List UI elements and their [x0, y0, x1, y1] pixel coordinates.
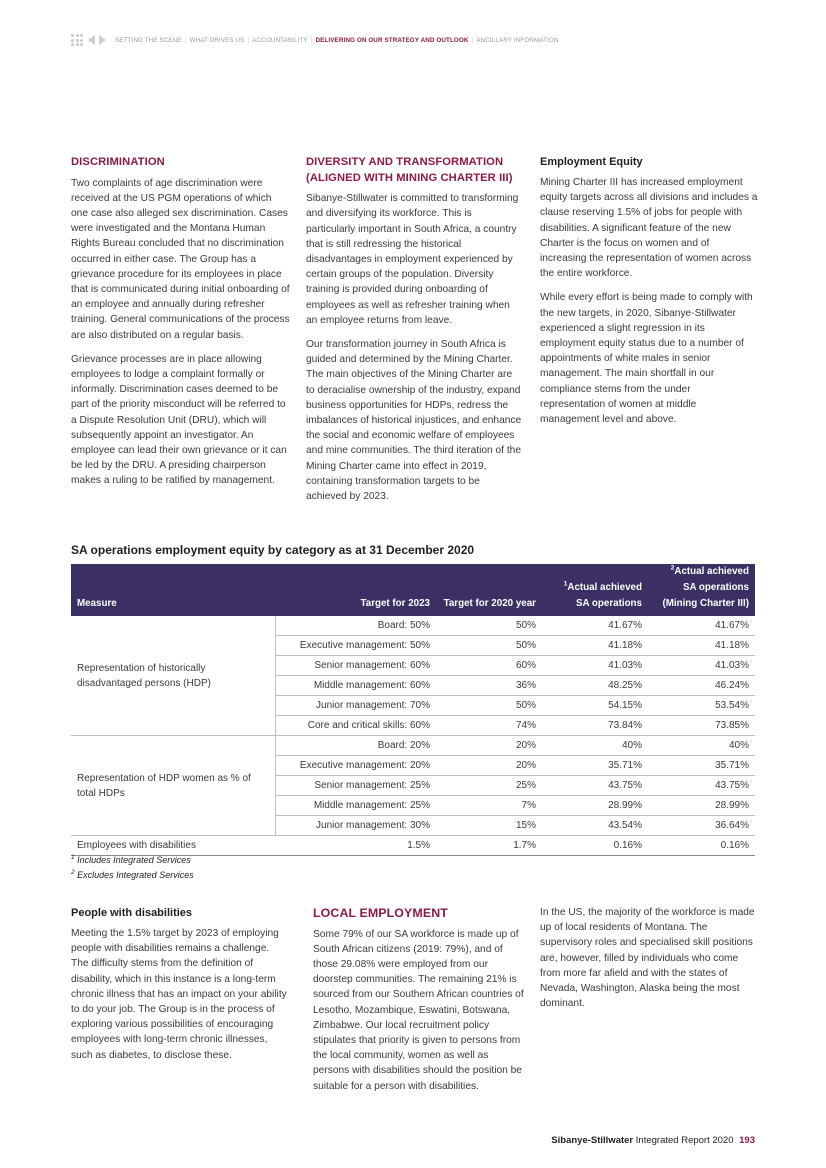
employment-equity-paragraph-2: While every effort is being made to comply with the new targets, in 2020, Sibanye-Stillwater experienced a slight regression in its employment equity status due to a number of appointments of white males in senior management. The main shortfall in our compliance stems from the under representation of women at middle management level and above.: [540, 292, 753, 426]
diversity-heading: DIVERSITY AND TRANSFORMATION (ALIGNED WITH MINING CHARTER III): [306, 156, 513, 184]
previous-page-icon[interactable]: [88, 35, 95, 45]
target-2020-cell: 50%: [436, 636, 542, 656]
target-2020-cell: 25%: [436, 776, 542, 796]
disabilities-heading: People with disabilities: [71, 907, 193, 919]
actual-sa-cell: 41.03%: [542, 656, 648, 676]
actual-mc3-cell: 28.99%: [648, 796, 755, 816]
target-2020-cell: 20%: [436, 756, 542, 776]
actual-mc3-cell: 35.71%: [648, 756, 755, 776]
nav-setting-the-scene[interactable]: SETTING THE SCENE: [115, 36, 182, 44]
actual-mc3-cell: 36.64%: [648, 816, 755, 836]
nav-separator: |: [184, 36, 187, 44]
footnote-marker: 2: [71, 869, 75, 876]
actual-mc3-cell: 41.03%: [648, 656, 755, 676]
actual-sa-cell: 48.25%: [542, 676, 648, 696]
actual-sa-cell: 41.67%: [542, 616, 648, 636]
actual-mc3-cell: 40%: [648, 736, 755, 756]
employment-equity-paragraph-1: Mining Charter III has increased employment equity targets across all divisions and includes a clause reserving 1.5% of jobs for people with disabilities. A significant feature of the new Charter is the focus on women and of increasing the representation of women across the entire workforce.: [540, 177, 758, 280]
target-2023-cell: Executive management: 20%: [275, 756, 436, 776]
footer-brand: Sibanye-Stillwater: [551, 1135, 634, 1146]
diversity-section: [306, 155, 522, 513]
employment-equity-heading: Employment Equity: [540, 156, 643, 168]
target-2023-cell: Board: 50%: [275, 616, 436, 636]
target-2020-cell: 15%: [436, 816, 542, 836]
actual-mc3-cell: 43.75%: [648, 776, 755, 796]
target-2023-cell: Core and critical skills: 60%: [275, 716, 436, 736]
target-2020-cell: 74%: [436, 716, 542, 736]
local-employment-heading: LOCAL EMPLOYMENT: [313, 906, 448, 920]
table-header-row: [71, 564, 755, 616]
disabilities-paragraph: Meeting the 1.5% target by 2023 of employing people with disabilities remains a challenge. The difficulty stems from the definition of disability, which in this instance is a long-term chronic illness that has an impact on your ability to do your job. The Group is in the process of exploring various possibilities of encouraging employees with long-term chronic illnesses, such as diabetes, to disclose these.: [71, 928, 287, 1061]
table-footnotes: [71, 853, 194, 883]
footer-report-name: Integrated Report 2020: [635, 1135, 734, 1146]
nav-ancillary-information[interactable]: ANCILLARY INFORMATION: [476, 36, 559, 44]
actual-mc3-cell: 41.18%: [648, 636, 755, 656]
col-header-actual-sa: [542, 564, 648, 616]
next-page-icon[interactable]: [99, 35, 106, 45]
nav-accountability[interactable]: ACCOUNTABILITY: [252, 36, 308, 44]
diversity-paragraph-1: Sibanye-Stillwater is committed to transforming and diversifying its workforce. This is particularly important in South Africa, a country that is still redressing the historical disadvantages in employment experienced by certain groups of the population. Diversity training is provided during onboarding of employees as well as refresher training when an employee returns from leave.: [306, 193, 519, 326]
target-2023-cell: Senior management: 25%: [275, 776, 436, 796]
nav-separator: |: [471, 36, 474, 44]
table-title: SA operations employment equity by category as at 31 December 2020: [71, 543, 475, 557]
actual-sa-cell: 28.99%: [542, 796, 648, 816]
group-label-hdp-women: Representation of HDP women as % of total HDPs: [71, 736, 275, 836]
nav-what-drives-us[interactable]: WHAT DRIVES US: [189, 36, 245, 44]
col-header-target-2023: Target for 2023: [275, 564, 436, 616]
target-2020-cell: 7%: [436, 796, 542, 816]
page-number: 193: [739, 1135, 755, 1146]
actual-sa-cell: 0.16%: [542, 836, 648, 856]
target-2023-cell: Executive management: 50%: [275, 636, 436, 656]
discrimination-section: [71, 155, 291, 498]
footnote-marker: 2: [670, 564, 675, 572]
target-2023-cell: Middle management: 60%: [275, 676, 436, 696]
target-2020-cell: 60%: [436, 656, 542, 676]
page-footer: [551, 1135, 755, 1146]
footnote-1: [71, 853, 194, 868]
actual-mc3-cell: 46.24%: [648, 676, 755, 696]
footnote-marker: 1: [563, 580, 568, 588]
discrimination-heading: DISCRIMINATION: [71, 156, 165, 168]
col-header-actual-mc3-line1: Actual achieved: [674, 566, 749, 577]
actual-mc3-cell: 41.67%: [648, 616, 755, 636]
actual-sa-cell: 35.71%: [542, 756, 648, 776]
table-row: [71, 736, 755, 756]
employment-equity-section: [540, 155, 758, 436]
discrimination-paragraph-1: Two complaints of age discrimination were received at the US PGM operations of which one case also alleged sex discrimination. Cases were investigated and the Montana Human Rights Bureau concluded that no discrimination occurred in either case. The Group has a grievance procedure for its employees in place that is communicated during initial onboarding of an employee and annually during refresher training. General communications of the process are also distributed on a regular basis.: [71, 177, 290, 341]
target-2023-cell: Junior management: 30%: [275, 816, 436, 836]
target-2020-cell: 50%: [436, 696, 542, 716]
actual-sa-cell: 43.75%: [542, 776, 648, 796]
actual-mc3-cell: 73.85%: [648, 716, 755, 736]
target-2023-cell: Board: 20%: [275, 736, 436, 756]
target-2023-cell: Middle management: 25%: [275, 796, 436, 816]
target-2023-cell: Senior management: 60%: [275, 656, 436, 676]
table-row: [71, 616, 755, 636]
col-header-actual-mc3-line3: (Mining Charter III): [662, 598, 749, 609]
actual-sa-cell: 73.84%: [542, 716, 648, 736]
group-label-hdp: Representation of historically disadvantaged persons (HDP): [71, 616, 275, 736]
target-2020-cell: 1.7%: [436, 836, 542, 856]
footnote-1-text: Includes Integrated Services: [77, 855, 191, 865]
footnote-2: [71, 868, 194, 883]
actual-sa-cell: 40%: [542, 736, 648, 756]
us-workforce-paragraph: In the US, the majority of the workforce is made up of local residents of Montana. The supervisory roles and specialised skill positions are, however, filled by individuals who come from more far afield and with the states of Nevada, Washington, Alaska being the most dominant.: [540, 907, 755, 1010]
target-2020-cell: 36%: [436, 676, 542, 696]
employment-equity-table: [71, 564, 755, 856]
footnote-marker: 1: [71, 854, 75, 861]
actual-sa-cell: 41.18%: [542, 636, 648, 656]
diversity-paragraph-2: Our transformation journey in South Africa is guided and determined by the Mining Charter. The main objectives of the Mining Charter are to deracialise ownership of the industry, expand business opportunities for HDPs, redress the imbalances of historical injustices, and enhance the social and economic welfare of employees and mine communities. The third iteration of the Mining Charter came into effect in 2019, containing transformation targets to be achieved by 2023.: [306, 339, 522, 503]
actual-sa-cell: 54.15%: [542, 696, 648, 716]
col-header-actual-mc3: [648, 564, 755, 616]
target-2023-cell: Junior management: 70%: [275, 696, 436, 716]
discrimination-paragraph-2: Grievance processes are in place allowing employees to lodge a complaint formally or informally. Discrimination cases deemed to be part of the priority misconduct will be referred to a Dispute Resolution Unit (DRU), which will subsequently appoint an investigator. An employee can lead their own grievance or it can be led by the DRU. A presiding chairperson makes a ruling to be ratified by management.: [71, 353, 287, 487]
nav-separator: |: [247, 36, 250, 44]
col-header-actual-mc3-line2: SA operations: [682, 582, 749, 593]
col-header-target-2020: Target for 2020 year: [436, 564, 542, 616]
col-header-actual-sa-line1: Actual achieved: [567, 582, 642, 593]
col-header-measure: Measure: [71, 564, 275, 616]
nav-delivering-on-strategy[interactable]: DELIVERING ON OUR STRATEGY AND OUTLOOK: [315, 36, 469, 44]
top-navigation: [71, 33, 559, 47]
target-2023-cell: 1.5%: [275, 836, 436, 856]
nav-separator: |: [310, 36, 313, 44]
target-2020-cell: 20%: [436, 736, 542, 756]
actual-mc3-cell: 53.54%: [648, 696, 755, 716]
local-employment-paragraph: Some 79% of our SA workforce is made up of South African citizens (2019: 79%), and of those 29.08% were employed from our doorstep communities. The remaining 21% is sourced from our Southern African countries of Lesotho, Mozambique, Eswatini, Botswana, Zimbabwe. Our local recruitment policy stipulates that priority is given to persons from the local community, women as well as persons with disabilities should the position be suitable for a person with disabilities.: [313, 928, 524, 1092]
actual-mc3-cell: 0.16%: [648, 836, 755, 856]
footnote-2-text: Excludes Integrated Services: [77, 870, 194, 880]
us-workforce-section: [540, 905, 756, 1020]
col-header-actual-sa-line2: SA operations: [575, 598, 642, 609]
actual-sa-cell: 43.54%: [542, 816, 648, 836]
local-employment-section: [313, 906, 525, 1103]
disabilities-section: [71, 906, 289, 1072]
grid-menu-icon[interactable]: [71, 34, 83, 46]
target-2020-cell: 50%: [436, 616, 542, 636]
measure-disabilities: Employees with disabilities: [71, 836, 275, 856]
